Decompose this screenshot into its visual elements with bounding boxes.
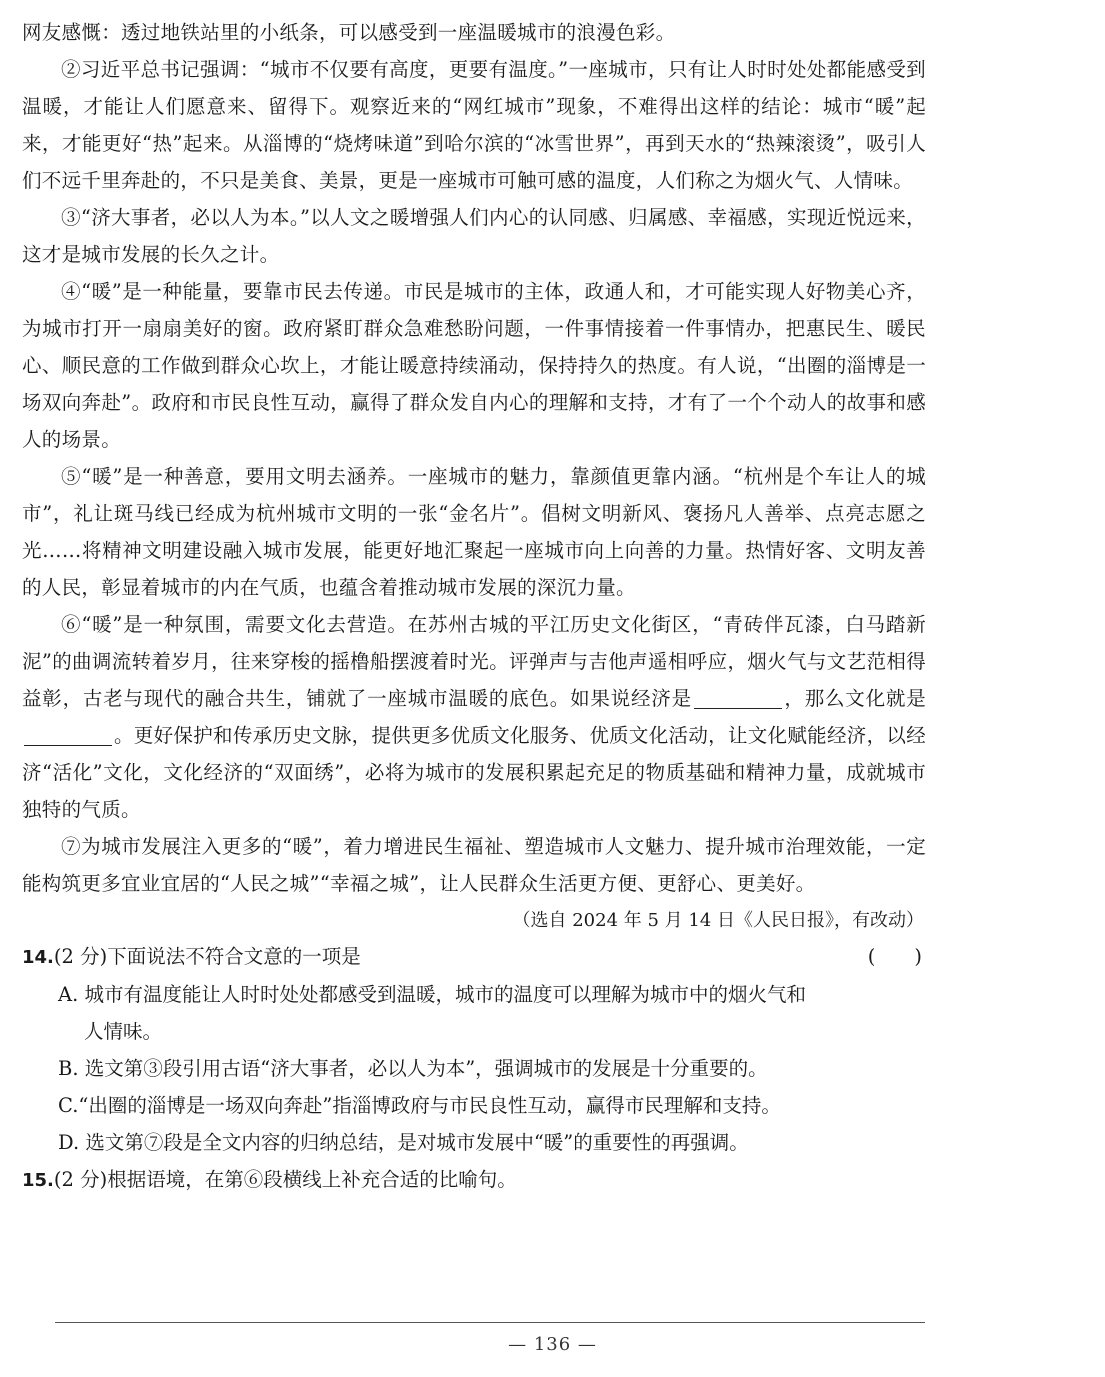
fill-blank-1[interactable] (694, 707, 782, 709)
paragraph-3: ③“济大事者，必以人为本。”以人文之暖增强人们内心的认同感、归属感、幸福感，实现近悦远来，这才是城市发展的长久之计。 (22, 206, 926, 266)
paragraph-6-part-b: ，那么文化就是 (783, 687, 926, 710)
question-15 (22, 1161, 926, 1199)
document-page (22, 14, 926, 1199)
paragraph-2: ②习近平总书记强调：“城市不仅要有高度，更要有温度。”一座城市，只有让人时时处处都能感受到温暖，才能让人们愿意来、留得下。观察近来的“网红城市”现象，不难得出这样的结论：城市“暖”起来，才能更好“热”起来。从淄博的“烧烤味道”到哈尔滨的“冰雪世界”，再到天水的“热辣滚烫”，吸引人们不远千里奔赴的，不只是美食、美景，更是一座城市可触可感的温度，人们称之为烟火气、人情味。 (22, 58, 926, 192)
question-14-text: (2 分)下面说法不符合文意的一项是 (53, 945, 361, 968)
paragraph-6 (22, 606, 926, 828)
paragraph-7: ⑦为城市发展注入更多的“暖”，着力增进民生福祉、塑造城市人文魅力、提升城市治理效能，一定能构筑更多宜业宜居的“人民之城”“幸福之城”，让人民群众生活更方便、更舒心、更美好。 (22, 835, 926, 895)
paragraph-5: ⑤“暖”是一种善意，要用文明去涵养。一座城市的魅力，靠颜值更靠内涵。“杭州是个车让人的城市”，礼让斑马线已经成为杭州城市文明的一张“金名片”。倡树文明新风、褒扬凡人善举、点亮志愿之光……将精神文明建设融入城市发展，能更好地汇聚起一座城市向上向善的力量。热情好客、文明友善的人民，彰显着城市的内在气质，也蕴含着推动城市发展的深沉力量。 (22, 465, 926, 599)
question-14 (22, 938, 926, 976)
source-citation: （选自 2024 年 5 月 14 日《人民日报》，有改动） (512, 910, 924, 931)
option-b: B. 选文第③段引用古语“济大事者，必以人为本”，强调城市的发展是十分重要的。 (58, 1057, 768, 1080)
fill-blank-2[interactable] (24, 744, 112, 746)
paragraph-6-part-c: 。更好保护和传承历史文脉，提供更多优质文化服务、优质文化活动，让文化赋能经济，以经济“活化”文化，文化经济的“双面绣”，必将为城市的发展积累起充足的物质基础和精神力量，成就城市独特的气质。 (22, 724, 926, 821)
paragraph-6-part-a: ⑥“暖”是一种氛围，需要文化去营造。在苏州古城的平江历史文化街区，“青砖伴瓦漆，白马踏新泥”的曲调流转着岁月，往来穿梭的摇橹船摆渡着时光。评弹声与吉他声遥相呼应，烟火气与文艺范相得益彰，古老与现代的融合共生，铺就了一座城市温暖的底色。如果说经济是 (22, 613, 926, 710)
answer-paren[interactable]: ( ) (867, 945, 922, 968)
page-number: — 136 — (508, 1334, 597, 1355)
paragraph-4: ④“暖”是一种能量，要靠市民去传递。市民是城市的主体，政通人和，才可能实现人好物美心齐，为城市打开一扇扇美好的窗。政府紧盯群众急难愁盼问题，一件事情接着一件事情办，把惠民生、暖民心、顺民意的工作做到群众心坎上，才能让暖意持续涌动，保持持久的热度。有人说，“出圈的淄博是一场双向奔赴”。政府和市民良性互动，赢得了群众发自内心的理解和支持，才有了一个个动人的故事和感人的场景。 (22, 280, 926, 451)
option-d: D. 选文第⑦段是全文内容的归纳总结，是对城市发展中“暖”的重要性的再强调。 (58, 1131, 749, 1154)
option-c: C.“出圈的淄博是一场双向奔赴”指淄博政府与市民良性互动，赢得市民理解和支持。 (58, 1094, 781, 1117)
option-a: A. 城市有温度能让人时时处处都感受到温暖，城市的温度可以理解为城市中的烟火气和 (58, 983, 806, 1006)
footer-divider (55, 1322, 925, 1323)
question-14-number: 14. (22, 947, 54, 968)
question-15-number: 15. (22, 1170, 54, 1191)
paragraph-1-tail: 网友感慨：透过地铁站里的小纸条，可以感受到一座温暖城市的浪漫色彩。 (22, 21, 676, 44)
option-a-continued: 人情味。 (84, 1020, 163, 1043)
question-15-text: (2 分)根据语境，在第⑥段横线上补充合适的比喻句。 (53, 1168, 517, 1191)
